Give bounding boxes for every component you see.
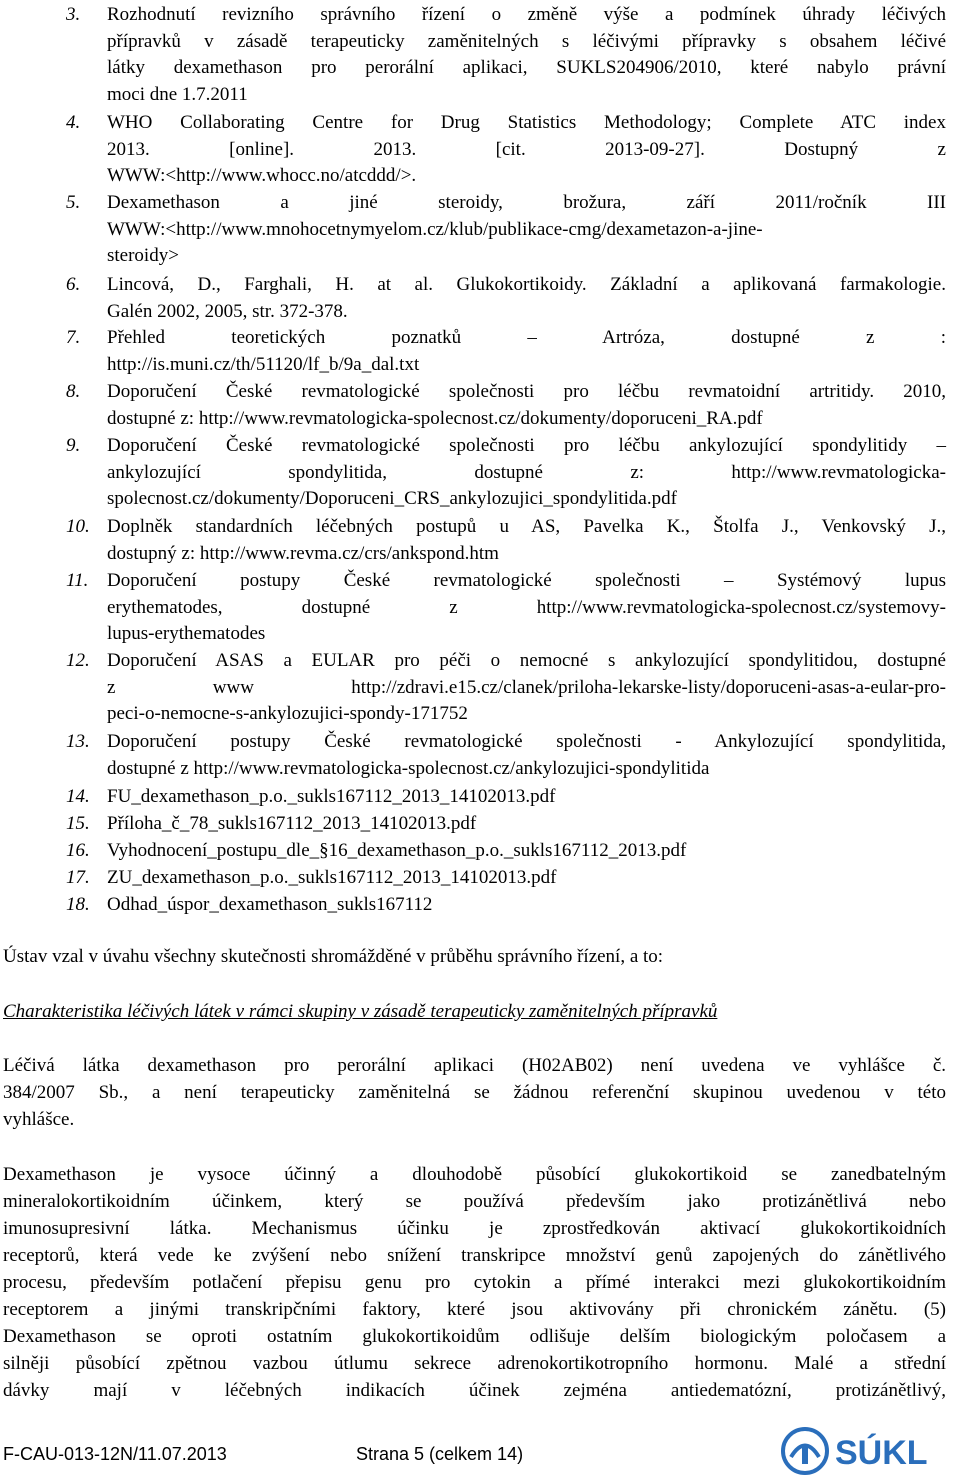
reference-number: 7. bbox=[66, 327, 81, 348]
paragraph-2 bbox=[3, 1161, 946, 1404]
reference-number: 9. bbox=[66, 435, 81, 456]
reference-item bbox=[0, 648, 946, 728]
reference-text bbox=[107, 190, 946, 270]
reference-line: peci-o-nemocne-s-ankylozujici-spondy-171752 bbox=[107, 703, 468, 724]
reference-number: 17. bbox=[66, 867, 90, 888]
paragraph-line: imunosupresivní látka. Mechanismus účinku je zprostředkován aktivací glukokortikoidních bbox=[3, 1218, 946, 1239]
reference-text bbox=[107, 838, 946, 865]
reference-line: WHO Collaborating Centre for Drug Statistics Methodology; Complete ATC index bbox=[107, 112, 946, 133]
paragraph-line: vyhlášce. bbox=[3, 1109, 75, 1130]
reference-text bbox=[107, 325, 946, 378]
footer-page-number: Strana 5 (celkem 14) bbox=[356, 1444, 524, 1464]
reference-item bbox=[0, 110, 946, 190]
paragraph-line: Dexamethason se oproti ostatním glukokortikoidům odlišuje delším biologickým poločasem a bbox=[3, 1326, 946, 1347]
reference-text bbox=[107, 865, 946, 892]
reference-line: 2013. [online]. 2013. [cit. 2013-09-27]. Dostupný z bbox=[107, 138, 946, 160]
reference-text bbox=[107, 379, 946, 432]
reference-line: Doporučení postupy České revmatologické společnosti – Systémový lupus bbox=[107, 570, 946, 591]
reference-line: lupus-erythematodes bbox=[107, 623, 266, 644]
reference-number: 10. bbox=[66, 516, 90, 537]
reference-line: http://is.muni.cz/th/51120/lf_b/9a_dal.txt bbox=[107, 353, 420, 375]
reference-number: 5. bbox=[66, 192, 81, 213]
reference-number: 12. bbox=[66, 650, 90, 671]
paragraph-line: 384/2007 Sb., a není terapeuticky zaměnitelná se žádnou referenční skupinou uvedenou v této bbox=[3, 1082, 946, 1103]
reference-line: WWW:<http://www.mnohocetnymyelom.cz/klub/publikace-cmg/dexametazon-a-jine- bbox=[107, 218, 763, 240]
reference-line: dostupný z: http://www.revma.cz/crs/ankspond.htm bbox=[107, 542, 499, 564]
paragraph-line: dávky mají v léčebných indikacích účinek zejména antiedematózní, protizánětlivý, bbox=[3, 1380, 946, 1401]
reference-line: Doporučení ASAS a EULAR pro péči o nemocné s ankylozující spondylitidou, dostupné bbox=[107, 650, 946, 671]
reference-text bbox=[107, 433, 946, 513]
reference-number: 16. bbox=[66, 840, 90, 861]
reference-item bbox=[0, 433, 946, 513]
paragraph-line: mineralokortikoidním účinkem, který se používá především jako protizánětlivá nebo bbox=[3, 1191, 946, 1212]
reference-line: Doporučení České revmatologické společnosti pro léčbu revmatoidní artritidy. 2010, bbox=[107, 381, 946, 402]
reference-line: dostupné z: http://www.revmatologicka-spolecnost.cz/dokumenty/doporuceni_RA.pdf bbox=[107, 407, 763, 429]
reference-number: 15. bbox=[66, 813, 90, 834]
reference-line: moci dne 1.7.2011 bbox=[107, 83, 248, 105]
reference-item bbox=[0, 784, 946, 811]
paragraph-line: Léčivá látka dexamethason pro perorální aplikaci (H02AB02) není uvedena ve vyhlášce č. bbox=[3, 1055, 946, 1076]
reference-item bbox=[0, 838, 946, 865]
paragraph-line: receptorem a jinými transkripčními faktory, které jsou aktivovány při chronickém zánětu. (5) bbox=[3, 1299, 946, 1320]
sukl-logo bbox=[777, 1424, 953, 1478]
sukl-logo-icon bbox=[783, 1429, 827, 1473]
reference-line: FU_dexamethason_p.o._sukls167112_2013_14102013.pdf bbox=[107, 786, 556, 807]
reference-number: 8. bbox=[66, 381, 81, 402]
section-heading: Charakteristika léčivých látek v rámci skupiny v zásadě terapeuticky zaměnitelných přípravků bbox=[3, 1001, 718, 1022]
reference-item bbox=[0, 514, 946, 567]
reference-line: steroidy> bbox=[107, 245, 179, 266]
reference-line: erythematodes, dostupné z http://www.revmatologicka-spolecnost.cz/systemovy- bbox=[107, 596, 946, 618]
reference-line: Galén 2002, 2005, str. 372-378. bbox=[107, 300, 348, 322]
reference-text bbox=[107, 272, 946, 325]
intro-paragraph bbox=[3, 943, 946, 970]
reference-line: Doporučení České revmatologické společnosti pro léčbu ankylozující spondylitidy – bbox=[107, 435, 946, 456]
reference-line: dostupné z http://www.revmatologicka-spolecnost.cz/ankylozujici-spondylitida bbox=[107, 757, 710, 779]
reference-line: spolecnost.cz/dokumenty/Doporuceni_CRS_ankylozujici_spondylitida.pdf bbox=[107, 488, 677, 509]
reference-item bbox=[0, 811, 946, 838]
reference-number: 13. bbox=[66, 731, 90, 752]
reference-number: 18. bbox=[66, 894, 90, 915]
paragraph-line: receptorů, která vede ke zvýšení nebo snížení transkripce množství genů zapojených do zánětlivého bbox=[3, 1245, 946, 1266]
intro-text: Ústav vzal v úvahu všechny skutečnosti shromážděné v průběhu správního řízení, a to: bbox=[3, 946, 664, 967]
reference-line: ZU_dexamethason_p.o._sukls167112_2013_14102013.pdf bbox=[107, 867, 557, 888]
reference-item bbox=[0, 568, 946, 648]
reference-line: Odhad_úspor_dexamethason_sukls167112 bbox=[107, 894, 433, 915]
reference-text bbox=[107, 648, 946, 728]
reference-line: přípravků v zásadě terapeuticky zaměnitelných s léčivými přípravky s obsahem léčivé bbox=[107, 30, 946, 52]
reference-item bbox=[0, 2, 946, 108]
paragraph-line: Dexamethason je vysoce účinný a dlouhodobě působící glukokortikoid se zanedbatelným bbox=[3, 1164, 946, 1185]
sukl-logo-text: SÚKL bbox=[835, 1434, 928, 1472]
reference-number: 3. bbox=[66, 4, 81, 25]
reference-number: 6. bbox=[66, 274, 81, 295]
paragraph-line: procesu, především potlačení přepisu genu pro cytokin a přímé interakci mezi glukokortikoidním bbox=[3, 1272, 946, 1293]
reference-line: Vyhodnocení_postupu_dle_§16_dexamethason_p.o._sukls167112_2013.pdf bbox=[107, 840, 687, 861]
reference-item bbox=[0, 892, 946, 919]
reference-text bbox=[107, 514, 946, 567]
footer-doc-id: F-CAU-013-12N/11.07.2013 bbox=[3, 1444, 227, 1464]
reference-line: Rozhodnutí revizního správního řízení o změně výše a podmínek úhrady léčivých bbox=[107, 4, 946, 25]
reference-line: Lincová, D., Farghali, H. at al. Glukokortikoidy. Základní a aplikovaná farmakologie. bbox=[107, 274, 946, 295]
reference-item bbox=[0, 190, 946, 270]
reference-line: Příloha_č_78_sukls167112_2013_14102013.pdf bbox=[107, 813, 477, 834]
reference-line: Doporučení postupy České revmatologické společnosti - Ankylozující spondylitida, bbox=[107, 731, 946, 752]
reference-text bbox=[107, 568, 946, 648]
reference-text bbox=[107, 729, 946, 782]
reference-text bbox=[107, 811, 946, 838]
reference-line: WWW:<http://www.whocc.no/atcddd/>. bbox=[107, 165, 417, 186]
reference-text bbox=[107, 2, 946, 108]
reference-item bbox=[0, 865, 946, 892]
paragraph-line: silněji působící zpětnou vazbou útlumu sekrece adrenokortikotropního hormonu. Malé a střední bbox=[3, 1353, 946, 1374]
reference-text bbox=[107, 110, 946, 190]
reference-item bbox=[0, 325, 946, 378]
reference-line: Přehled teoretických poznatků – Artróza, dostupné z : bbox=[107, 327, 946, 348]
reference-number: 4. bbox=[66, 112, 81, 133]
reference-number: 11. bbox=[66, 570, 89, 591]
paragraph-1 bbox=[3, 1052, 946, 1133]
reference-text bbox=[107, 784, 946, 811]
reference-line: ankylozující spondylitida, dostupné z: http://www.revmatologicka- bbox=[107, 461, 946, 483]
reference-item bbox=[0, 729, 946, 782]
reference-item bbox=[0, 379, 946, 432]
reference-text bbox=[107, 892, 946, 919]
reference-line: Doplněk standardních léčebných postupů u AS, Pavelka K., Štolfa J., Venkovský J., bbox=[107, 516, 946, 537]
reference-line: z www http://zdravi.e15.cz/clanek/priloha-lekarske-listy/doporuceni-asas-a-eular-pro- bbox=[107, 676, 946, 698]
reference-line: látky dexamethason pro perorální aplikaci, SUKLS204906/2010, které nabylo právní bbox=[107, 57, 946, 78]
reference-item bbox=[0, 272, 946, 325]
reference-line: Dexamethason a jiné steroidy, brožura, září 2011/ročník III bbox=[107, 192, 946, 213]
reference-number: 14. bbox=[66, 786, 90, 807]
